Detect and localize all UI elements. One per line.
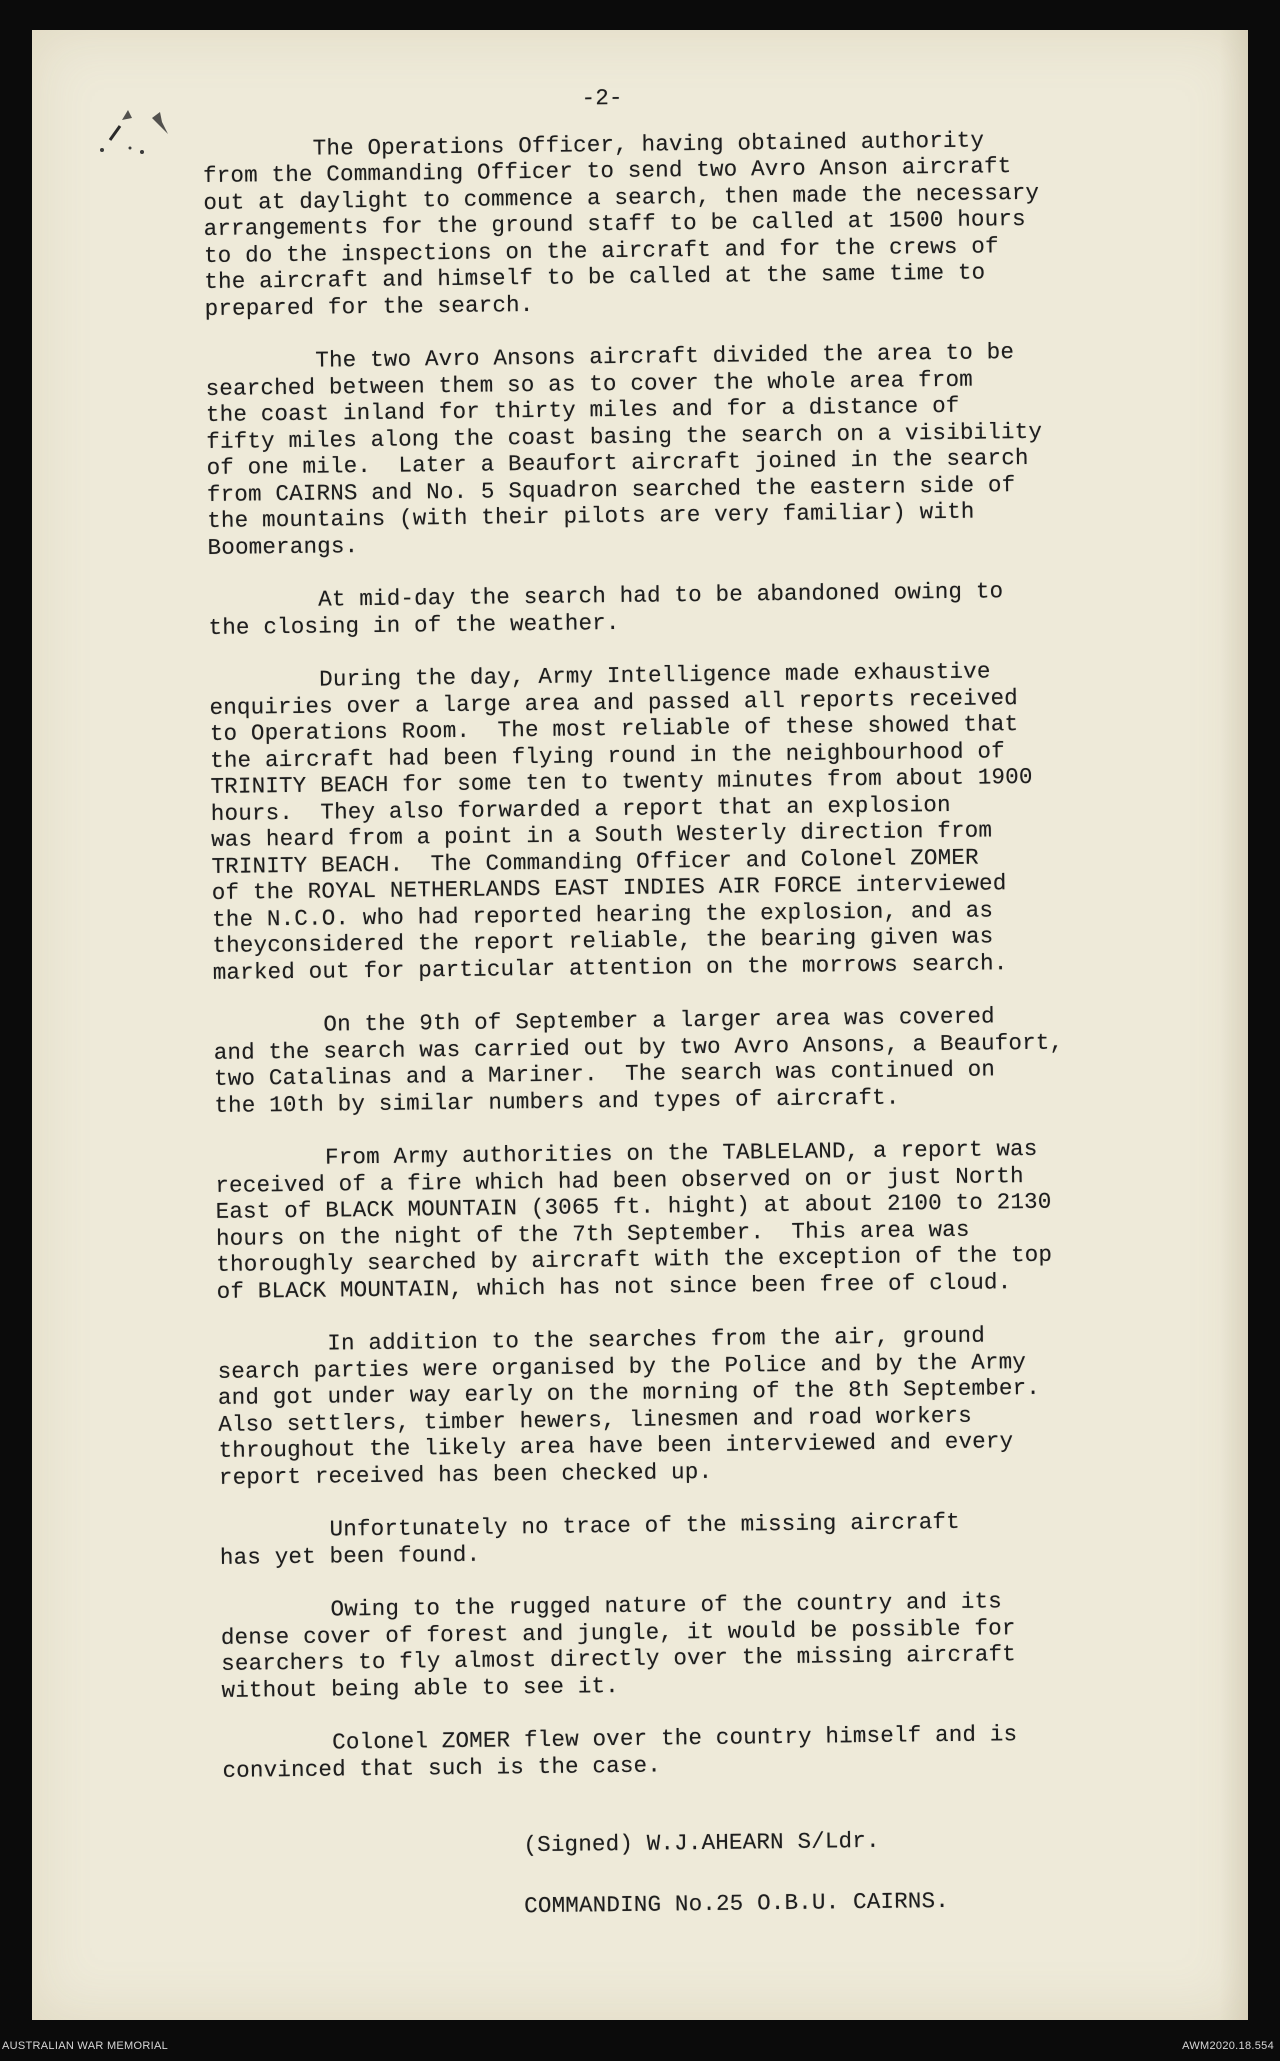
paragraph-line: of the ROYAL NETHERLANDS EAST INDIES AIR FORCE interviewed <box>211 870 1007 906</box>
paragraph <box>209 656 1213 986</box>
paragraph <box>203 124 1205 322</box>
paragraph <box>215 1134 1217 1305</box>
paragraph-line: searched between them so as to cover the whole area from <box>205 366 974 402</box>
paragraph <box>220 1586 1221 1704</box>
paragraph-line: dense cover of forest and jungle, it would be possible for <box>220 1614 1016 1651</box>
paragraph-line: prepared for the search. <box>204 291 534 322</box>
paragraph-line: report received has been checked up. <box>218 1458 713 1491</box>
paragraph-line: theyconsidered the report reliable, the bearing given was <box>212 923 994 959</box>
paragraph-line: TRINITY BEACH. The Commanding Officer and Colonel ZOMER <box>211 844 979 880</box>
paragraph-line: the coast inland for thirty miles and for a distance of <box>205 392 960 428</box>
paragraph-line: searchers to fly almost directly over the missing aircraft <box>221 1641 1017 1677</box>
paragraph-line: arrangements for the ground staff to be called at 1500 hours <box>203 205 1026 242</box>
paragraph-line: out at daylight to commence a search, then made the necessary <box>203 179 1040 216</box>
paragraph-line: search parties were organised by the Police and by the Army <box>217 1348 1027 1385</box>
paragraph-first-line: The Operations Officer, having obtained authority <box>312 126 985 162</box>
page-number: -2- <box>581 84 623 112</box>
paragraph-line: to do the inspections on the aircraft and for the crews of <box>203 232 999 269</box>
paragraph-list <box>203 124 1223 1784</box>
paragraph-line: without being able to see it. <box>221 1672 620 1704</box>
paragraph-line: TRINITY BEACH for some ten to twenty minutes from about 1900 <box>210 763 1033 800</box>
paragraph-line: East of BLACK MOUNTAIN (3065 ft. hight) at about 2100 to 2130 <box>215 1188 1052 1225</box>
paragraph-line: the aircraft and himself to be called at the same time to <box>204 259 986 295</box>
paragraph-line: to Operations Room. The most reliable of these showed that <box>209 711 1019 747</box>
paragraph-line: the mountains (with their pilots are very familiar) with <box>207 498 975 534</box>
footer-catalog-id: AWM2020.18.554 <box>1182 2040 1274 2052</box>
paragraph-first-line: The two Avro Ansons aircraft divided the area to be <box>315 339 1015 374</box>
paragraph-line: and the search was carried out by two Avro Ansons, a Beaufort, <box>213 1029 1064 1066</box>
paragraph-line: Boomerangs. <box>207 532 359 561</box>
paragraph <box>205 337 1208 561</box>
paragraph-line: thoroughly searched by aircraft with the exception of the top <box>216 1241 1053 1278</box>
paragraph-line: the aircraft had been flying round in the neighbourhood of <box>210 737 1006 774</box>
paragraph-line: throughout the likely area have been interviewed and every <box>218 1428 1014 1464</box>
paragraph-line: the 10th by similar numbers and types of aircraft. <box>214 1084 900 1119</box>
signed-line: (Signed) W.J.AHEARN S/Ldr. <box>523 1827 880 1859</box>
paragraph-line: has yet been found. <box>219 1541 481 1571</box>
paragraph-first-line: Colonel ZOMER flew over the country himself and is <box>332 1721 1018 1756</box>
paragraph-line: marked out for particular attention on the morrows search. <box>212 949 1008 986</box>
signature-block <box>223 1824 1224 1923</box>
typed-letter-body <box>202 78 1225 1957</box>
paragraph-line: Also settlers, timber hewers, linesmen and road workers <box>218 1402 973 1438</box>
paragraph-line: the closing in of the weather. <box>208 609 620 641</box>
document-page <box>32 30 1248 2020</box>
commanding-officer-title: COMMANDING No.25 O.B.U. CAIRNS. <box>524 1887 950 1919</box>
paragraph-line: received of a fire which had been observed on or just North <box>215 1162 1024 1199</box>
footer-institution: AUSTRALIAN WAR MEMORIAL <box>2 2040 169 2052</box>
paragraph-line: enquiries over a large area and passed all reports received <box>209 684 1019 721</box>
paragraph-line: the N.C.O. who had reported hearing the explosion, and as <box>211 896 994 933</box>
paragraph <box>222 1719 1223 1784</box>
paragraph-line: hours on the night of the 7th September. This area was <box>215 1216 970 1252</box>
paragraph <box>219 1506 1220 1571</box>
paragraph-line: convinced that such is the case. <box>222 1752 662 1784</box>
paragraph <box>208 576 1209 641</box>
paragraph-line: of one mile. Later a Beaufort aircraft joined in the search <box>206 444 1029 481</box>
paragraph-line: was heard from a point in a South Westerly direction from <box>211 817 993 853</box>
paragraph-first-line: In addition to the searches from the air, ground <box>327 1322 986 1357</box>
paragraph-first-line: Owing to the rugged nature of the country and its <box>330 1588 1003 1623</box>
paper-speck-marks <box>82 90 202 190</box>
paragraph-first-line: During the day, Army Intelligence made exhaustive <box>319 658 991 693</box>
paragraph <box>213 1001 1214 1119</box>
paragraph-line: and got under way early on the morning of the 8th September. <box>217 1374 1041 1411</box>
paragraph-line: hours. They also forwarded a report that an explosion <box>210 791 951 827</box>
paragraph-line: from the Commanding Officer to send two Avro Anson aircraft <box>202 153 1012 189</box>
paragraph-line: of BLACK MOUNTAIN, which has not since been free of cloud. <box>216 1268 1012 1305</box>
paragraph-first-line: On the 9th of September a larger area was covered <box>323 1003 995 1038</box>
paragraph-first-line: Unfortunately no trace of the missing aircraft <box>329 1508 961 1543</box>
paragraph-line: two Catalinas and a Mariner. The search was continued on <box>213 1056 996 1092</box>
paragraph-first-line: From Army authorities on the TABLELAND, a report was <box>324 1135 1038 1171</box>
paragraph-first-line: At mid-day the search had to be abandoned owing to <box>318 578 1004 613</box>
paragraph-line: fifty miles along the coast basing the search on a visibility <box>206 418 1043 455</box>
paragraph-line: from CAIRNS and No. 5 Squadron searched the eastern side of <box>206 471 1016 508</box>
paragraph <box>217 1320 1219 1491</box>
